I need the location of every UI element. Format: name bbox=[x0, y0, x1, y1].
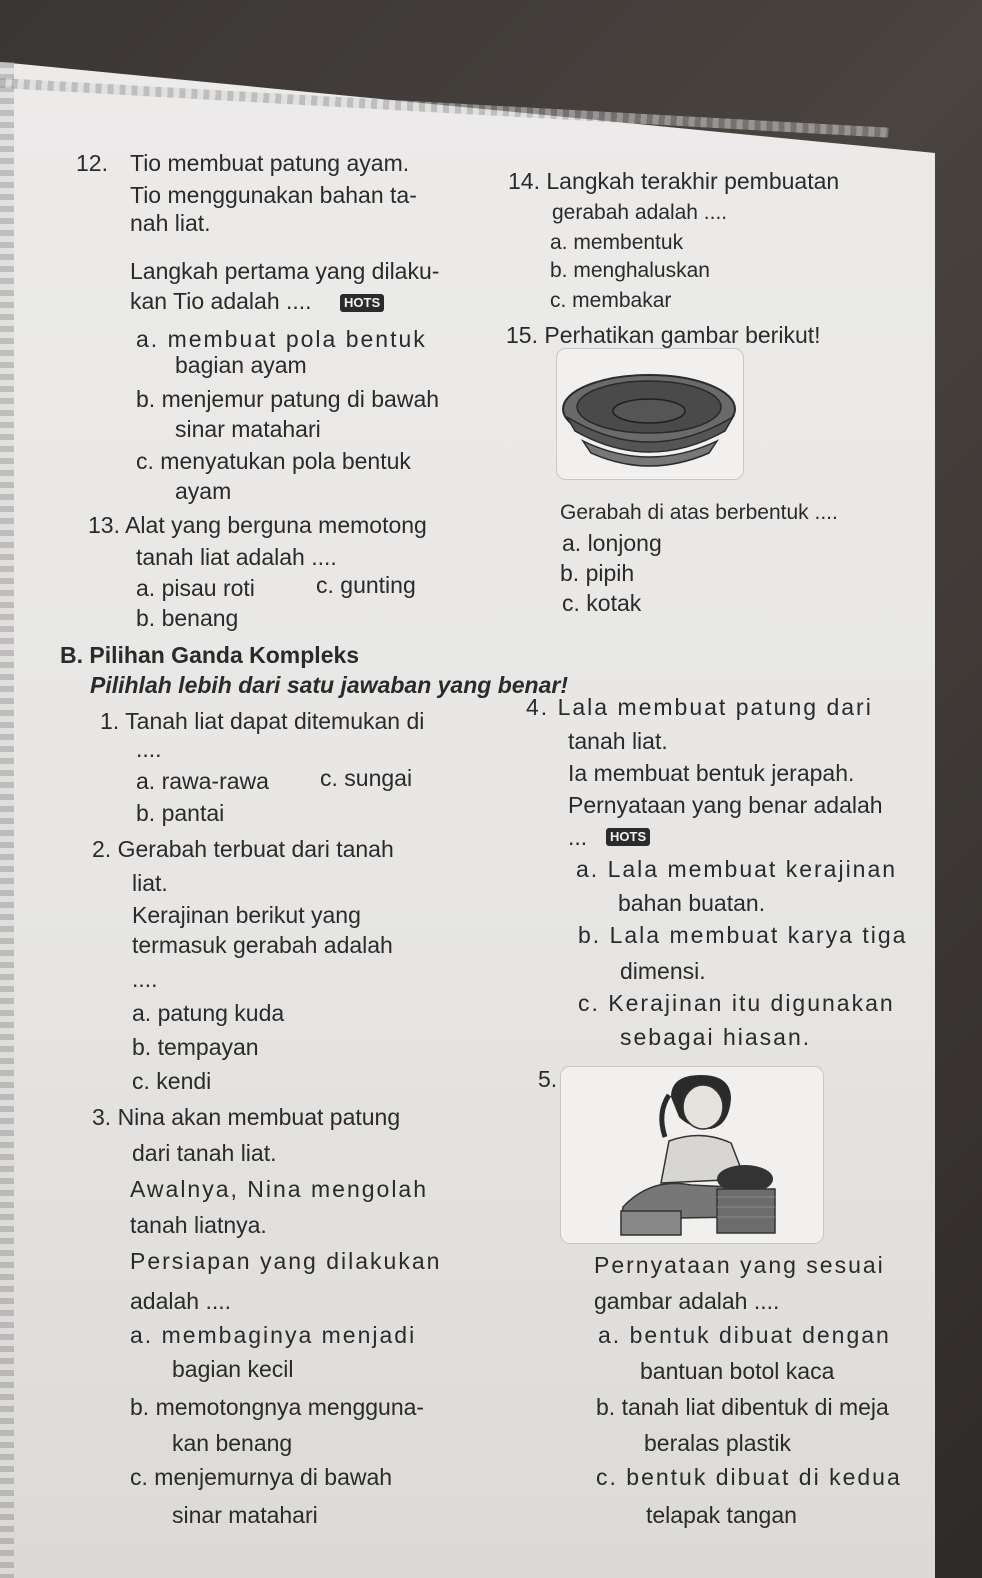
section-b-title: B. Pilihan Ganda Kompleks bbox=[60, 642, 360, 668]
q13-text-1: 13. Alat yang berguna memotong bbox=[88, 512, 427, 538]
q12-text-5: kan Tio adalah .... bbox=[130, 288, 312, 314]
q14-option-b: b. menghaluskan bbox=[550, 259, 710, 282]
c3-text-6: adalah .... bbox=[130, 1288, 232, 1314]
q13-option-b: b. benang bbox=[136, 605, 239, 631]
q12-option-c: c. menyatukan pola bentuk bbox=[136, 448, 411, 474]
c4-text-1: 4. Lala membuat patung dari bbox=[526, 694, 873, 720]
c5-text-2: gambar adalah .... bbox=[594, 1288, 780, 1314]
shallow-bowl-illustration bbox=[557, 349, 743, 479]
c2-text-5: .... bbox=[132, 966, 158, 992]
c4-option-c: c. Kerajinan itu digunakan bbox=[578, 990, 895, 1016]
c2-option-a: a. patung kuda bbox=[132, 1000, 285, 1026]
c2-option-b: b. tempayan bbox=[132, 1034, 259, 1060]
c3-option-a: a. membaginya menjadi bbox=[130, 1322, 417, 1348]
c5-text-1: Pernyataan yang sesuai bbox=[594, 1252, 885, 1278]
c5-option-c: c. bentuk dibuat di kedua bbox=[596, 1464, 902, 1490]
q12-text-2: Tio menggunakan bahan ta- bbox=[130, 182, 417, 208]
child-shaping-clay-illustration bbox=[561, 1067, 823, 1243]
q12-text-4: Langkah pertama yang dilaku- bbox=[130, 258, 440, 284]
q12-hots-badge: HOTS bbox=[340, 294, 384, 312]
c3-option-b-cont: kan benang bbox=[172, 1430, 293, 1456]
c5-option-a-cont: bantuan botol kaca bbox=[640, 1358, 835, 1384]
c3-text-1: 3. Nina akan membuat patung bbox=[92, 1104, 401, 1130]
c4-option-a: a. Lala membuat kerajinan bbox=[576, 856, 898, 882]
q15-option-c: c. kotak bbox=[562, 590, 642, 616]
q15-text-1: 15. Perhatikan gambar berikut! bbox=[506, 322, 821, 348]
c5-option-b: b. tanah liat dibentuk di meja bbox=[596, 1394, 889, 1420]
c5-option-b-cont: beralas plastik bbox=[644, 1430, 792, 1456]
q13-option-c: c. gunting bbox=[316, 572, 416, 598]
c3-text-3: Awalnya, Nina mengolah bbox=[130, 1176, 429, 1202]
c4-option-b: b. Lala membuat karya tiga bbox=[578, 922, 908, 948]
q14-text-2: gerabah adalah .... bbox=[552, 201, 728, 224]
c4-hots-badge: HOTS bbox=[606, 828, 650, 846]
c1-text-2: .... bbox=[136, 736, 162, 762]
q13-option-a: a. pisau roti bbox=[136, 575, 255, 601]
q15-option-a: a. lonjong bbox=[562, 530, 662, 556]
c1-option-b: b. pantai bbox=[136, 800, 225, 826]
c4-option-c-cont: sebagai hiasan. bbox=[620, 1024, 812, 1050]
q15-text-2: Gerabah di atas berbentuk .... bbox=[560, 501, 838, 524]
c2-text-4: termasuk gerabah adalah bbox=[132, 932, 393, 958]
c5-number: 5. bbox=[538, 1066, 558, 1092]
q12-option-b-cont: sinar matahari bbox=[175, 416, 321, 442]
c5-option-c-cont: telapak tangan bbox=[646, 1502, 797, 1528]
c1-text-1: 1. Tanah liat dapat ditemukan di bbox=[100, 708, 425, 734]
q12-number: 12. bbox=[76, 150, 108, 176]
c2-text-1: 2. Gerabah terbuat dari tanah bbox=[92, 836, 394, 862]
q14-option-a: a. membentuk bbox=[550, 231, 684, 254]
c2-text-3: Kerajinan berikut yang bbox=[132, 902, 361, 928]
c2-text-2: liat. bbox=[132, 870, 168, 896]
c5-option-a: a. bentuk dibuat dengan bbox=[598, 1322, 891, 1348]
c4-text-3: Ia membuat bentuk jerapah. bbox=[568, 760, 855, 786]
c3-text-4: tanah liatnya. bbox=[130, 1212, 267, 1238]
q12-text-1: Tio membuat patung ayam. bbox=[130, 150, 410, 176]
q14-option-c: c. membakar bbox=[550, 289, 672, 312]
c1-option-a: a. rawa-rawa bbox=[136, 768, 269, 794]
q15-option-b: b. pipih bbox=[560, 560, 635, 586]
c3-option-c: c. menjemurnya di bawah bbox=[130, 1464, 393, 1490]
c4-text-4: Pernyataan yang benar adalah bbox=[568, 792, 883, 818]
c3-text-2: dari tanah liat. bbox=[132, 1140, 277, 1166]
q12-option-a-cont: bagian ayam bbox=[175, 352, 307, 378]
c1-option-c: c. sungai bbox=[320, 765, 413, 791]
q14-text-1: 14. Langkah terakhir pembuatan bbox=[508, 168, 840, 194]
c2-option-c: c. kendi bbox=[132, 1068, 212, 1094]
q12-option-a: a. membuat pola bentuk bbox=[136, 326, 427, 352]
q12-option-c-cont: ayam bbox=[175, 478, 232, 504]
c4-option-a-cont: bahan buatan. bbox=[618, 890, 766, 916]
c4-option-b-cont: dimensi. bbox=[620, 958, 706, 984]
c3-text-5: Persiapan yang dilakukan bbox=[130, 1248, 442, 1274]
paper-left-border bbox=[0, 62, 14, 1578]
c4-text-5: ... bbox=[568, 824, 588, 850]
c5-image-frame bbox=[560, 1066, 824, 1244]
q13-text-2: tanah liat adalah .... bbox=[136, 544, 337, 570]
c3-option-a-cont: bagian kecil bbox=[172, 1356, 294, 1382]
c3-option-b: b. memotongnya mengguna- bbox=[130, 1394, 425, 1420]
q15-image-frame bbox=[556, 348, 744, 480]
c4-text-2: tanah liat. bbox=[568, 728, 668, 754]
c3-option-c-cont: sinar matahari bbox=[172, 1502, 318, 1528]
q12-option-b: b. menjemur patung di bawah bbox=[136, 386, 440, 412]
q12-text-3: nah liat. bbox=[130, 210, 211, 236]
section-b-instruction: Pilihlah lebih dari satu jawaban yang benar! bbox=[90, 672, 569, 698]
